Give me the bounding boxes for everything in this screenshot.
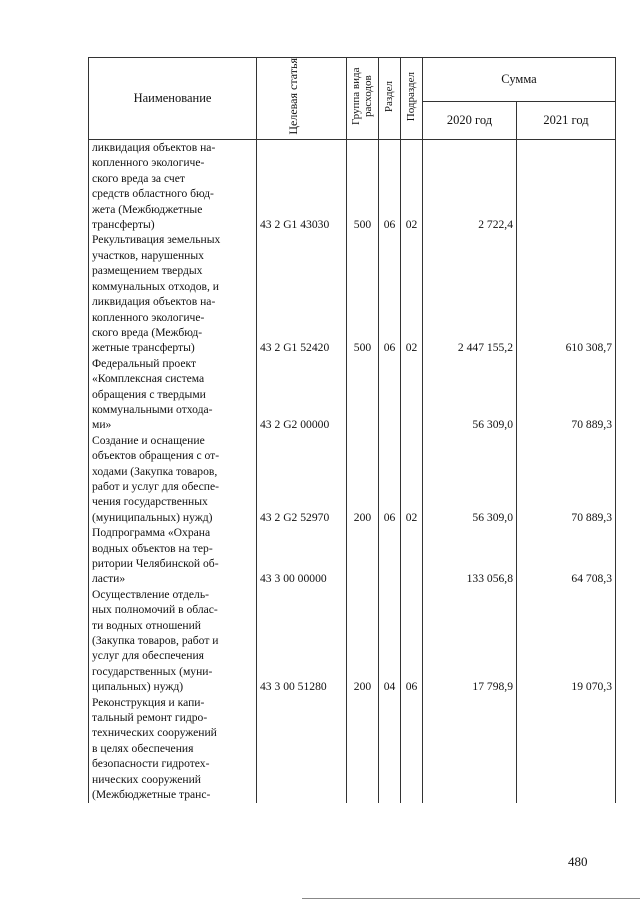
row-section: 06 (379, 433, 401, 525)
row-group (347, 525, 379, 587)
table-body (89, 140, 616, 803)
row-2020: 2 722,4 (423, 140, 517, 233)
row-2020: 2 447 155,2 (423, 232, 517, 355)
row-code: 43 3 00 51280 (257, 587, 347, 695)
row-code: 43 2 G1 43030 (257, 140, 347, 233)
row-code: 43 2 G1 52420 (257, 232, 347, 355)
row-name: ликвидация объектов на- копленного экологиче- ского вреда за счет средств областного бюд- жета (Межбюджетные трансферты) (89, 140, 257, 233)
row-sub: 02 (401, 433, 423, 525)
row-group: 500 (347, 232, 379, 355)
row-sub: 02 (401, 232, 423, 355)
table-row (89, 433, 616, 525)
table-row (89, 232, 616, 355)
row-2021 (517, 695, 616, 803)
row-2021: 19 070,3 (517, 587, 616, 695)
row-group: 200 (347, 433, 379, 525)
header-subsection-label: Подраздел (405, 71, 417, 121)
row-group (347, 356, 379, 433)
row-2020 (423, 695, 517, 803)
header-group-label: Группа вида расходов (350, 67, 374, 126)
row-2020: 56 309,0 (423, 356, 517, 433)
footer-divider (302, 898, 640, 899)
row-group: 500 (347, 140, 379, 233)
row-2021: 64 708,3 (517, 525, 616, 587)
row-section (379, 356, 401, 433)
row-section (379, 695, 401, 803)
table-row (89, 140, 616, 233)
header-name: Наименование (89, 58, 257, 140)
row-2021: 610 308,7 (517, 232, 616, 355)
row-group: 200 (347, 587, 379, 695)
row-code: 43 2 G2 52970 (257, 433, 347, 525)
header-section (379, 58, 401, 140)
row-section: 04 (379, 587, 401, 695)
row-2021: 70 889,3 (517, 433, 616, 525)
row-2020: 17 798,9 (423, 587, 517, 695)
header-sum: Сумма (423, 58, 616, 102)
table-row (89, 587, 616, 695)
row-name: Создание и оснащение объектов обращения с от- ходами (Закупка товаров, работ и услуг для обеспе- чения государственных (муниципальных) нужд) (89, 433, 257, 525)
row-name: Подпрограмма «Охрана водных объектов на тер- ритории Челябинской об- ласти» (89, 525, 257, 587)
table-row (89, 525, 616, 587)
table-header (89, 58, 616, 140)
page-number: 480 (568, 854, 588, 869)
table-row (89, 695, 616, 803)
budget-table (88, 57, 616, 803)
row-name: Реконструкция и капи- тальный ремонт гидро- технических сооружений в целях обеспечения безопасности гидротех- нических сооружений (Межбюджетные транс- (89, 695, 257, 803)
header-target (257, 58, 347, 140)
table-row (89, 356, 616, 433)
row-2021: 70 889,3 (517, 356, 616, 433)
row-section: 06 (379, 140, 401, 233)
row-name: Рекультивация земельных участков, нарушенных размещением твердых коммунальных отходов, и ликвидация объектов на- копленного экологиче- ского вреда (Межбюд- жетные трансферты) (89, 232, 257, 355)
row-sub (401, 525, 423, 587)
header-2020: 2020 год (423, 102, 517, 140)
row-code: 43 2 G2 00000 (257, 356, 347, 433)
row-group (347, 695, 379, 803)
row-name: Осуществление отдель- ных полномочий в облас- ти водных отношений (Закупка товаров, работ и услуг для обеспечения государственных (муни- ципальных) нужд) (89, 587, 257, 695)
row-code (257, 695, 347, 803)
row-2020: 56 309,0 (423, 433, 517, 525)
row-sub (401, 695, 423, 803)
header-target-label: Целевая статья (285, 58, 300, 135)
header-section-label: Раздел (383, 80, 395, 112)
row-section: 06 (379, 232, 401, 355)
header-2021: 2021 год (517, 102, 616, 140)
row-code: 43 3 00 00000 (257, 525, 347, 587)
row-2020: 133 056,8 (423, 525, 517, 587)
header-group (347, 58, 379, 140)
row-sub (401, 356, 423, 433)
row-name: Федеральный проект «Комплексная система обращения с твердыми коммунальными отхода- ми» (89, 356, 257, 433)
header-subsection (401, 58, 423, 140)
row-section (379, 525, 401, 587)
row-sub: 06 (401, 587, 423, 695)
row-sub: 02 (401, 140, 423, 233)
row-2021 (517, 140, 616, 233)
